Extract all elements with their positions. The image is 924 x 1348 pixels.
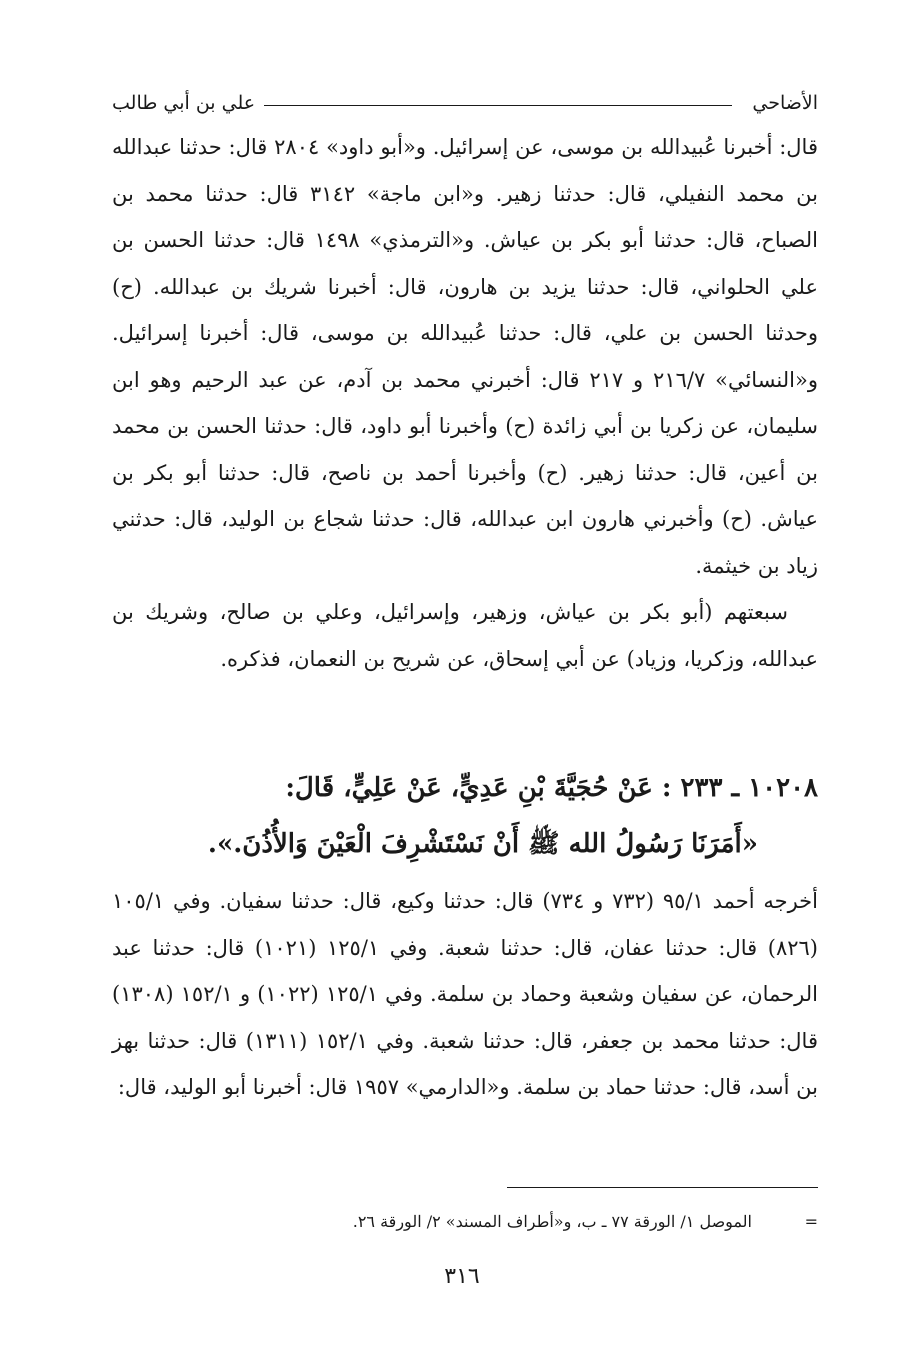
takhrij-summary-paragraph: سبعتهم (أبو بكر بن عياش، وزهير، وإسرائيل، وعلي بن صالح، وشريك بن عبدالله، وزكريا، وزياد) عن أبي إسحاق، عن شريح بن النعمان، فذكره. <box>112 600 818 671</box>
footnote-continuation-mark: = <box>804 1212 818 1231</box>
hadith-heading <box>150 760 818 872</box>
header-section-title: علي بن أبي طالب <box>112 92 256 114</box>
hadith-number-and-isnad: ١٠٢٠٨ ـ ٢٣٣ : عَنْ حُجَيَّةَ بْنِ عَدِيٍّ، عَنْ عَلِيٍّ، قَالَ: <box>285 773 818 803</box>
header-chapter-title: الأضاحي <box>752 92 818 114</box>
footnote-text: الموصل ١/ الورقة ٧٧ ـ ب، و«أطراف المسند» ٢/ الورقة ٢٦. <box>352 1212 752 1231</box>
header-rule <box>264 105 732 106</box>
takhrij-paragraphs-top <box>112 124 818 682</box>
running-header <box>112 88 818 118</box>
takhrij-paragraph: قال: أخبرنا عُبيدالله بن موسى، عن إسرائيل. و«أبو داود» ٢٨٠٤ قال: حدثنا عبدالله بن محمد النفيلي، قال: حدثنا زهير. و«ابن ماجة» ٣١٤٢ قال: حدثنا محمد بن الصباح، قال: حدثنا أبو بكر بن عياش. و«الترمذي» ١٤٩٨ قال: حدثنا الحسن بن علي الحلواني، قال: حدثنا يزيد بن هارون، قال: أخبرنا شريك بن عبدالله. (ح) وحدثنا الحسن بن علي، قال: حدثنا عُبيدالله بن موسى، قال: أخبرنا إسرائيل. و«النسائي» ٢١٦/٧ و ٢١٧ قال: أخبرني محمد بن آدم، عن عبد الرحيم وهو ابن سليمان، عن زكريا بن أبي زائدة (ح) وأخبرنا أبو داود، قال: حدثنا الحسن بن محمد بن أعين، قال: حدثنا زهير. (ح) وأخبرنا أحمد بن ناصح، قال: حدثنا أبو بكر بن عياش. (ح) وأخبرني هارون ابن عبدالله، قال: حدثنا شجاع بن الوليد، قال: حدثني زياد بن خيثمة. <box>112 135 818 578</box>
page-number: ٣١٦ <box>444 1264 480 1289</box>
footnote <box>100 1208 818 1236</box>
takhrij-paragraph-bottom <box>112 878 818 1111</box>
footnote-rule <box>507 1187 818 1188</box>
takhrij-paragraph: أخرجه أحمد ٩٥/١ (٧٣٢ و ٧٣٤) قال: حدثنا وكيع، قال: حدثنا سفيان. وفي ١٠٥/١ (٨٢٦) قال: حدثنا عفان، قال: حدثنا شعبة. وفي ١٢٥/١ (١٠٢١) قال: حدثنا عبد الرحمان، عن سفيان وشعبة وحماد بن سلمة. وفي ١٢٥/١ (١٠٢٢) و ١٥٢/١ (١٣٠٨) قال: حدثنا محمد بن جعفر، قال: حدثنا شعبة. وفي ١٥٢/١ (١٣١١) قال: حدثنا بهز بن أسد، قال: حدثنا حماد بن سلمة. و«الدارمي» ١٩٥٧ قال: أخبرنا أبو الوليد، قال: <box>112 889 818 1099</box>
hadith-matn: «أَمَرَنَا رَسُولُ الله ﷺ أَنْ نَسْتَشْرِفَ الْعَيْنَ وَالأُذُنَ.». <box>207 829 758 859</box>
